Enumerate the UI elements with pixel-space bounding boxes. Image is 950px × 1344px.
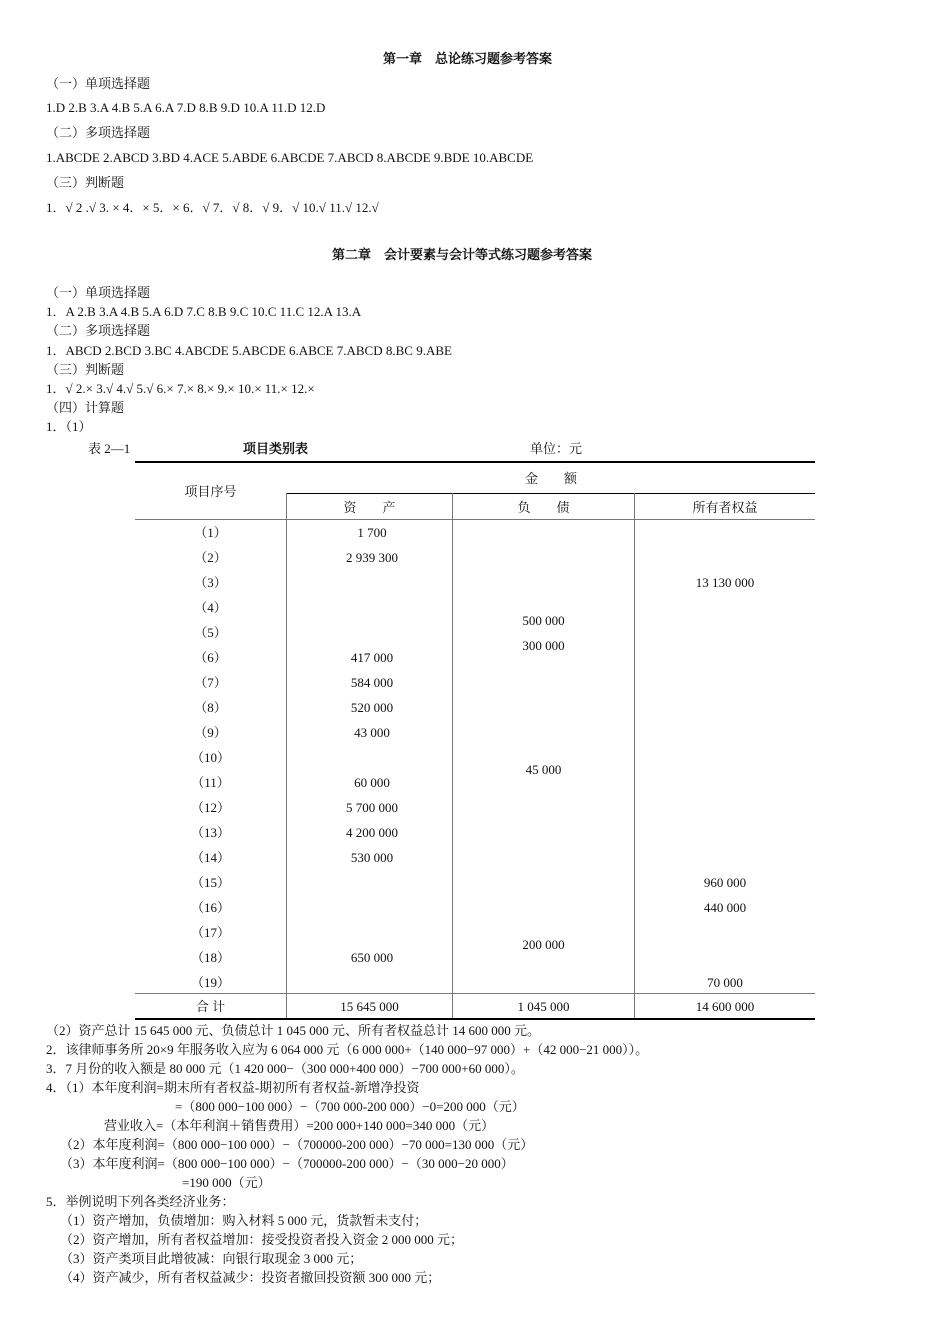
liability-value: 200 000: [522, 937, 565, 952]
row-asset-value: 1 700: [357, 525, 387, 540]
column-header-liabilities: 负 债: [517, 500, 570, 515]
row-item-number: （9）: [194, 725, 227, 740]
liability-value: 500 000: [522, 613, 565, 628]
row-item-number: （4）: [194, 600, 227, 615]
row-asset-value: 520 000: [350, 700, 394, 715]
row-item-number: （17）: [190, 925, 230, 940]
row-asset-value: 60 000: [354, 775, 390, 790]
table-unit: 单位：元: [530, 441, 583, 456]
answer-line: =（800 000−100 000）−（700 000-200 000）−0=200 000（元）: [175, 1099, 525, 1114]
row-asset-value: 43 000: [354, 725, 390, 740]
total-equity: 14 600 000: [695, 999, 755, 1014]
row-equity-value: 70 000: [707, 975, 743, 990]
row-item-number: （15）: [190, 875, 230, 890]
row-asset-value: 2 939 300: [346, 550, 398, 565]
row-item-number: （7）: [194, 675, 227, 690]
row-item-number: （14）: [190, 850, 230, 865]
column-header-item: 项目序号: [184, 484, 237, 499]
row-item-number: （3）: [194, 575, 227, 590]
answer-line: 5．举例说明下列各类经济业务：: [46, 1194, 235, 1209]
answer-line: 营业收入=（本年利润＋销售费用）=200 000+140 000=340 000（元）: [104, 1118, 495, 1133]
table-label: 表 2—1: [88, 441, 131, 456]
chapter2-title: 第二章 会计要素与会计等式练习题参考答案: [332, 247, 593, 262]
row-asset-value: 650 000: [350, 950, 394, 965]
row-item-number: （2）: [194, 550, 227, 565]
liability-value: 45 000: [525, 762, 562, 777]
ch1-true-false-answers: 1．√ 2 .√ 3. × 4．× 5．× 6．√ 7．√ 8．√ 9．√ 10.√ 11.√ 12.√: [46, 200, 379, 215]
row-item-number: （10）: [190, 750, 230, 765]
row-item-number: （13）: [190, 825, 230, 840]
row-equity-value: 960 000: [703, 875, 747, 890]
answer-line: =190 000（元）: [182, 1175, 271, 1190]
row-asset-value: 4 200 000: [346, 825, 398, 840]
row-asset-value: 584 000: [350, 675, 394, 690]
total-liabilities: 1 045 000: [517, 999, 570, 1014]
chapter1-title: 第一章 总论练习题参考答案: [383, 51, 553, 66]
answer-line: 2．该律师事务所 20×9 年服务收入应为 6 064 000 元（6 000 000+（140 000−97 000）+（42 000−21 000））。: [46, 1042, 649, 1057]
answer-line: （3）资产类项目此增彼减：向银行取现金 3 000 元；: [60, 1251, 363, 1266]
answer-line: （2）本年度利润=（800 000−100 000）−（700000-200 000）−70 000=130 000（元）: [60, 1137, 534, 1152]
ch1-multi-choice-answers: 1.ABCDE 2.ABCD 3.BD 4.ACE 5.ABDE 6.ABCDE 7.ABCD 8.ABCDE 9.BDE 10.ABCDE: [46, 150, 534, 165]
answer-line: 3．7 月份的收入额是 80 000 元（1 420 000−（300 000+400 000）−700 000+60 000）。: [46, 1061, 524, 1076]
answer-line: （3）本年度利润=（800 000−100 000）−（700000-200 000）−（30 000−20 000）: [60, 1156, 514, 1171]
answer-line: （2）资产增加，所有者权益增加：接受投资者投入资金 2 000 000 元；: [60, 1232, 464, 1247]
answer-line: （2）资产总计 15 645 000 元、负债总计 1 045 000 元、所有者权益总计 14 600 000 元。: [46, 1023, 541, 1038]
liability-value: 300 000: [522, 638, 565, 653]
total-assets: 15 645 000: [340, 999, 399, 1014]
ch1-multi-choice-heading: （二）多项选择题: [46, 125, 151, 140]
column-header-assets: 资 产: [343, 500, 396, 515]
row-item-number: （11）: [191, 775, 230, 790]
ch2-single-choice-answers: 1．A 2.B 3.A 4.B 5.A 6.D 7.C 8.B 9.C 10.C 11.C 12.A 13.A: [46, 304, 362, 319]
column-header-amount: 金 额: [524, 471, 577, 486]
row-item-number: （5）: [194, 625, 227, 640]
ch1-single-choice-answers: 1.D 2.B 3.A 4.B 5.A 6.A 7.D 8.B 9.D 10.A 11.D 12.D: [46, 100, 326, 115]
ch2-true-false-heading: （三）判断题: [46, 362, 125, 377]
ch2-calculation-heading: （四）计算题: [46, 400, 125, 415]
row-asset-value: 5 700 000: [346, 800, 398, 815]
ch1-single-choice-heading: （一）单项选择题: [46, 76, 151, 91]
total-label: 合 计: [195, 999, 226, 1014]
row-item-number: （12）: [190, 800, 230, 815]
row-item-number: （19）: [190, 975, 230, 990]
answer-line: （4）资产减少，所有者权益减少：投资者撤回投资额 300 000 元；: [60, 1270, 441, 1285]
row-equity-value: 440 000: [703, 900, 747, 915]
ch2-multi-choice-answers: 1．ABCD 2.BCD 3.BC 4.ABCDE 5.ABCDE 6.ABCE 7.ABCD 8.BC 9.ABE: [46, 343, 452, 358]
answer-line: 4．（1）本年度利润=期末所有者权益-期初所有者权益-新增净投资: [46, 1080, 420, 1095]
row-item-number: （16）: [190, 900, 230, 915]
table-title: 项目类别表: [243, 441, 309, 456]
ch2-multi-choice-heading: （二）多项选择题: [46, 323, 151, 338]
ch2-true-false-answers: 1．√ 2.× 3.√ 4.√ 5.√ 6.× 7.× 8.× 9.× 10.× 11.× 12.×: [46, 381, 315, 396]
row-item-number: （18）: [190, 950, 230, 965]
ch1-true-false-heading: （三）判断题: [46, 175, 125, 190]
answer-line: （1）资产增加，负债增加：购入材料 5 000 元，货款暂未支付；: [60, 1213, 428, 1228]
row-item-number: （6）: [194, 650, 227, 665]
row-equity-value: 13 130 000: [695, 575, 755, 590]
column-header-equity: 所有者权益: [692, 500, 758, 515]
ch2-question1-label: 1．（1）: [46, 419, 92, 434]
row-item-number: （8）: [194, 700, 227, 715]
row-asset-value: 530 000: [350, 850, 394, 865]
ch2-single-choice-heading: （一）单项选择题: [46, 285, 151, 300]
row-asset-value: 417 000: [350, 650, 394, 665]
row-item-number: （1）: [194, 525, 227, 540]
